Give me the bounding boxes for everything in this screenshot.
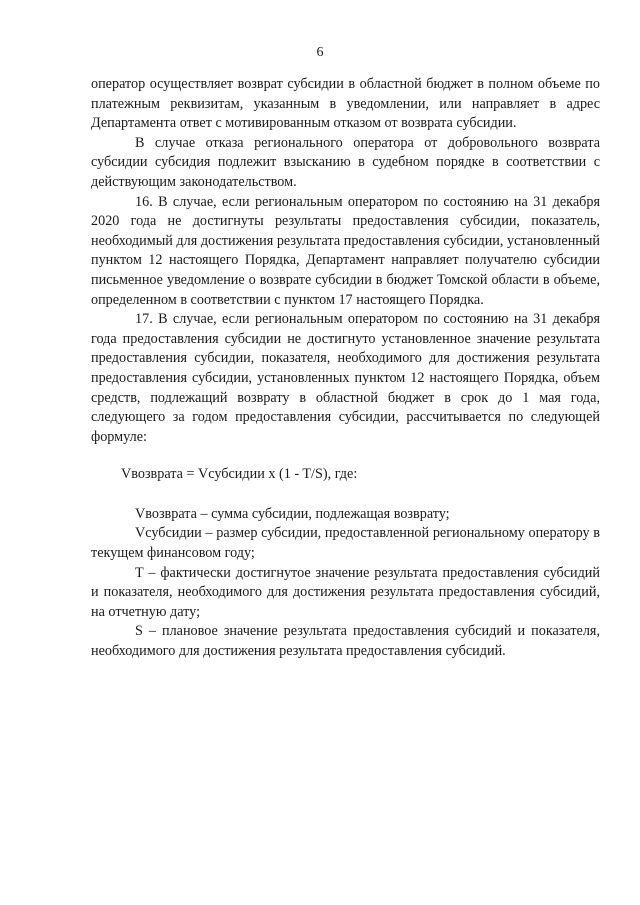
document-body — [91, 75, 600, 662]
page-number: 6 — [316, 45, 324, 60]
formula: Vвозврата = Vсубсидии x (1 - T/S), где: — [121, 466, 358, 483]
paragraph-refusal: В случае отказа регионального оператора от добровольного возврата субсидии субсидия подлежит взысканию в судебном порядке в соответствии с действующим законодательством. — [91, 134, 600, 190]
paragraph-item-16: 16. В случае, если региональным оператором по состоянию на 31 декабря 2020 года не достигнуты результаты предоставления субсидии, показатель, необходимый для достижения результата предоставления субсидии, установленный пунктом 12 настоящего Порядка, Департамент направляет получателю субсидии письменное уведомление о возврате субсидии в бюджет Томской области в объеме, определенном в соответствии с пунктом 17 настоящего Порядка. — [91, 193, 600, 308]
definition-s: S – плановое значение результата предоставления субсидий и показателя, необходимого для достижения результата предоставления субсидий. — [91, 623, 600, 660]
paragraph-continuation: оператор осуществляет возврат субсидии в областной бюджет в полном объеме по платежным реквизитам, указанным в уведомлении, или направляет в адрес Департамента ответ с мотивированным отказом от возврата субсидии. — [91, 76, 600, 132]
definition-v-subsidy: Vсубсидии – размер субсидии, предоставленной региональному оператору в текущем финансовом году; — [91, 525, 600, 562]
definition-t: T – фактически достигнутое значение результата предоставления субсидий и показателя, необходимого для достижения результата предоставления субсидий, на отчетную дату; — [91, 564, 600, 620]
paragraph-item-17: 17. В случае, если региональным оператором по состоянию на 31 декабря года предоставления субсидии не достигнуто установленное значение результата предоставления субсидии, показателя, необходимого для достижения результата предоставления субсидии, установленных пунктом 12 настоящего Порядка, объем средств, подлежащий возврату в областной бюджет в срок до 1 мая года, следующего за годом предоставления субсидии, рассчитывается по следующей формуле: — [91, 311, 600, 445]
definition-v-return: Vвозврата – сумма субсидии, подлежащая возврату; — [135, 505, 450, 522]
